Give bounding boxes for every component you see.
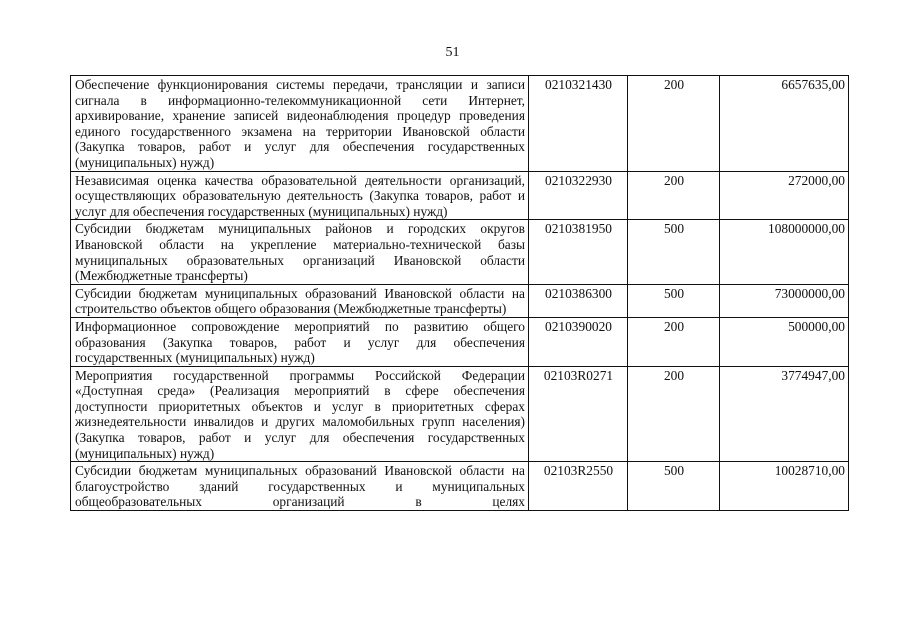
- row-description: Субсидии бюджетам муниципальных образований Ивановской области на благоустройство зданий государственных и муниципальных общеобразовательных организаций в целях: [71, 462, 529, 511]
- table-row: [71, 317, 849, 366]
- row-amount: 10028710,00: [720, 462, 849, 511]
- row-target-code: 0210390020: [529, 317, 628, 366]
- table-row: [71, 462, 849, 511]
- table-row: [71, 76, 849, 172]
- row-expense-type: 200: [628, 366, 720, 462]
- row-expense-type: 200: [628, 171, 720, 220]
- budget-table: [70, 75, 849, 511]
- row-amount: 108000000,00: [720, 220, 849, 284]
- row-target-code: 0210321430: [529, 76, 628, 172]
- row-amount: 6657635,00: [720, 76, 849, 172]
- table-row: [71, 284, 849, 317]
- row-target-code: 0210381950: [529, 220, 628, 284]
- row-expense-type: 200: [628, 76, 720, 172]
- row-target-code: 02103R0271: [529, 366, 628, 462]
- row-amount: 73000000,00: [720, 284, 849, 317]
- table-row: [71, 366, 849, 462]
- row-expense-type: 200: [628, 317, 720, 366]
- row-description: Информационное сопровождение мероприятий по развитию общего образования (Закупка товаров, работ и услуг для обеспечения государственных (муниципальных) нужд): [71, 317, 529, 366]
- row-expense-type: 500: [628, 284, 720, 317]
- row-expense-type: 500: [628, 462, 720, 511]
- table-row: [71, 171, 849, 220]
- row-expense-type: 500: [628, 220, 720, 284]
- row-description: Независимая оценка качества образовательной деятельности организаций, осуществляющих образовательную деятельность (Закупка товаров, работ и услуг для обеспечения государственных (муниципальных) нужд): [71, 171, 529, 220]
- row-amount: 272000,00: [720, 171, 849, 220]
- row-amount: 500000,00: [720, 317, 849, 366]
- row-description: Субсидии бюджетам муниципальных образований Ивановской области на строительство объектов общего образования (Межбюджетные трансферты): [71, 284, 529, 317]
- row-description: Субсидии бюджетам муниципальных районов и городских округов Ивановской области на укрепление материально-технической базы муниципальных образовательных организаций Ивановской области (Межбюджетные трансферты): [71, 220, 529, 284]
- row-target-code: 0210322930: [529, 171, 628, 220]
- row-target-code: 0210386300: [529, 284, 628, 317]
- budget-table-body: [71, 76, 849, 511]
- row-description: Мероприятия государственной программы Российской Федерации «Доступная среда» (Реализация мероприятий в сфере обеспечения доступности приоритетных объектов и услуг в приоритетных сферах жизнедеятельности инвалидов и других маломобильных групп населения) (Закупка товаров, работ и услуг для обеспечения государственных (муниципальных) нужд): [71, 366, 529, 462]
- row-target-code: 02103R2550: [529, 462, 628, 511]
- row-description: Обеспечение функционирования системы передачи, трансляции и записи сигнала в информационно-телекоммуникационной сети Интернет, архивирование, хранение записей видеонаблюдения процедур проведения единого государственного экзамена на территории Ивановской области (Закупка товаров, работ и услуг для обеспечения государственных (муниципальных) нужд): [71, 76, 529, 172]
- table-row: [71, 220, 849, 284]
- row-amount: 3774947,00: [720, 366, 849, 462]
- page-number: 51: [445, 45, 460, 60]
